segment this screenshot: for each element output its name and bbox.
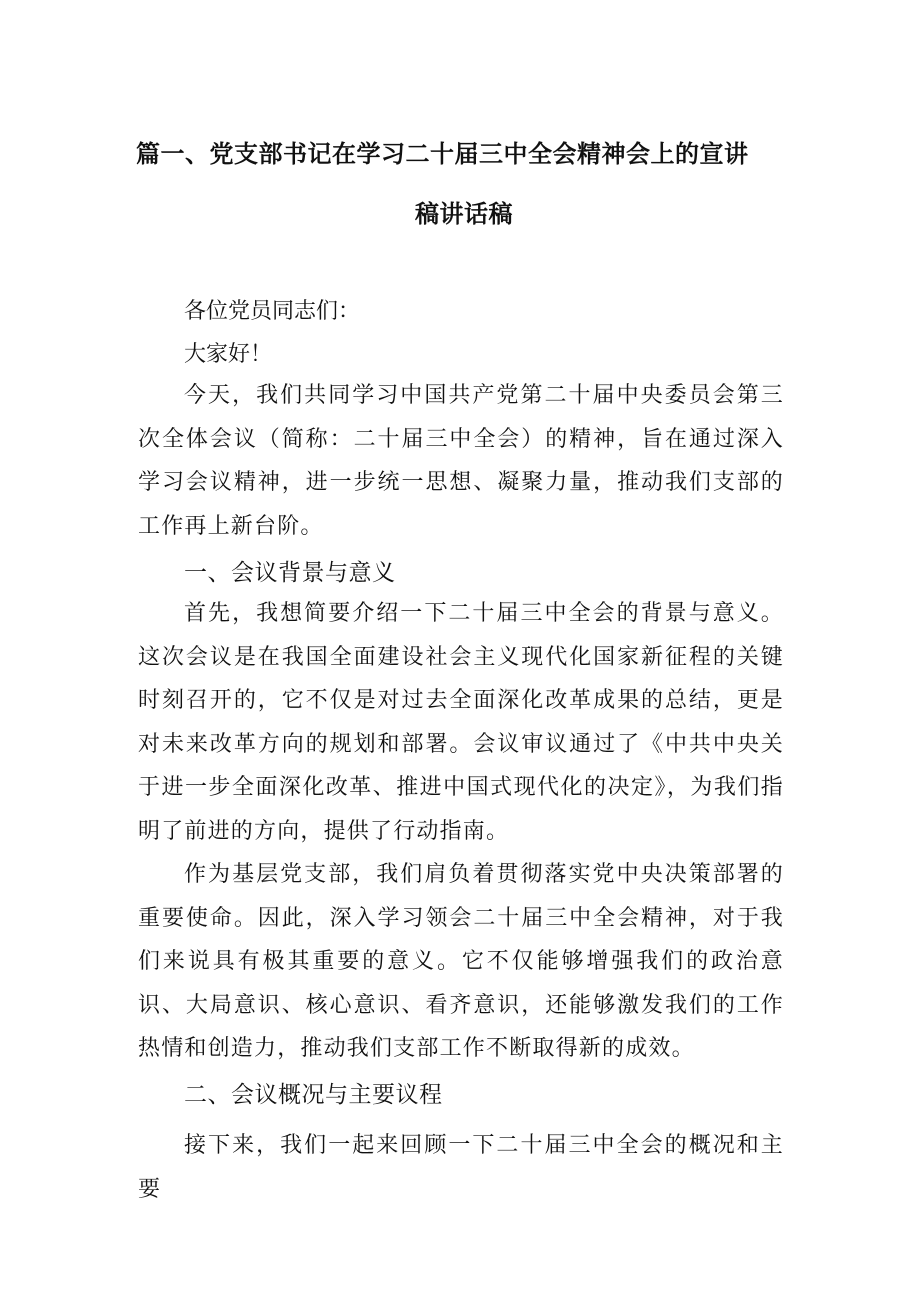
document-title-line-2: 稿讲话稿	[415, 200, 513, 228]
paragraph-overview: 接下来，我们一起来回顾一下二十届三中全会的概况和主要	[138, 1133, 784, 1202]
salutation: 各位党员同志们：	[184, 299, 361, 324]
section-heading-1: 一、会议背景与意义	[184, 560, 396, 586]
greeting: 大家好！	[184, 342, 273, 367]
paragraph-intro: 今天，我们共同学习中国共产党第二十届中央委员会第三次全体会议（简称：二十届三中全会）的精神，旨在通过深入学习会议精神，进一步统一思想、凝聚力量，推动我们支部的工作再上新台阶。	[138, 383, 784, 539]
paragraph-significance: 作为基层党支部，我们肩负着贯彻落实党中央决策部署的重要使命。因此，深入学习领会二十届三中全会精神，对于我们来说具有极其重要的意义。它不仅能够增强我们的政治意识、大局意识、核心意识、看齐意识，还能够激发我们的工作热情和创造力，推动我们支部工作不断取得新的成效。	[138, 862, 784, 1061]
paragraph-background: 首先，我想简要介绍一下二十届三中全会的背景与意义。这次会议是在我国全面建设社会主义现代化国家新征程的关键时刻召开的，它不仅是对过去全面深化改革成果的总结，更是对未来改革方向的规划和部署。会议审议通过了《中共中央关于进一步全面深化改革、推进中国式现代化的决定》，为我们指明了前进的方向，提供了行动指南。	[138, 601, 784, 844]
document-title-line-1: 篇一、党支部书记在学习二十届三中全会精神会上的宣讲	[136, 140, 749, 168]
section-heading-2: 二、会议概况与主要议程	[184, 1082, 443, 1108]
